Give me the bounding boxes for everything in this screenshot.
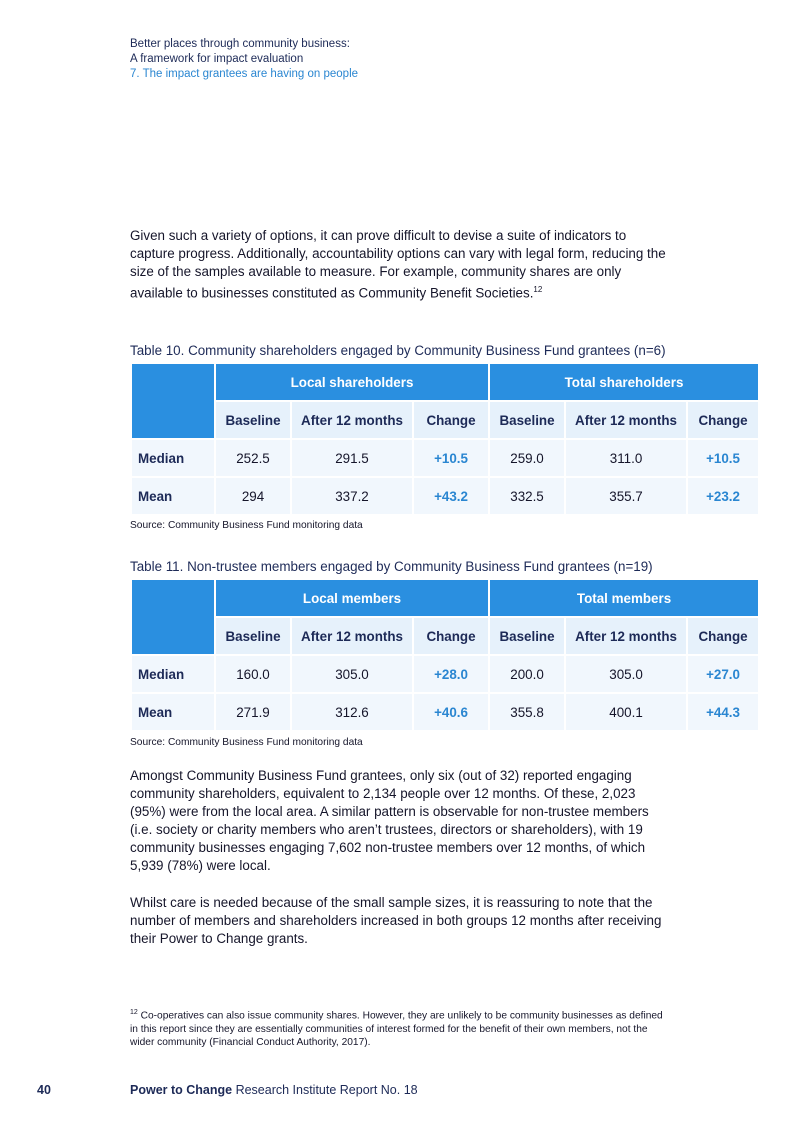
table10-header-change: Change (688, 402, 758, 438)
table10 (130, 362, 760, 516)
table11-header-baseline: Baseline (216, 618, 290, 654)
table-cell: 337.2 (292, 478, 412, 514)
table11 (130, 578, 760, 732)
row-label: Median (132, 656, 214, 692)
table-row (132, 656, 758, 692)
table-cell: 311.0 (566, 440, 686, 476)
change-cell: +10.5 (414, 440, 488, 476)
table11-group-local: Local members (216, 580, 488, 616)
footer-title: Research Institute Report No. 18 (232, 1083, 418, 1097)
row-label: Mean (132, 694, 214, 730)
section-title: 7. The impact grantees are having on people (130, 68, 359, 80)
table-row (132, 694, 758, 730)
table11-header-baseline: Baseline (490, 618, 564, 654)
change-cell: +27.0 (688, 656, 758, 692)
table-cell: 305.0 (292, 656, 412, 692)
table-cell: 160.0 (216, 656, 290, 692)
table-cell: 355.8 (490, 694, 564, 730)
table-cell: 332.5 (490, 478, 564, 514)
table-row (132, 478, 758, 514)
table-cell: 355.7 (566, 478, 686, 514)
table10-header-after: After 12 months (566, 402, 686, 438)
running-header (130, 37, 358, 82)
table10-header-change: Change (414, 402, 488, 438)
table11-corner (132, 580, 214, 654)
table10-header-baseline: Baseline (216, 402, 290, 438)
table10-group-local: Local shareholders (216, 364, 488, 400)
row-label: Median (132, 440, 214, 476)
table11-source: Source: Community Business Fund monitoring data (130, 737, 363, 748)
table-cell: 252.5 (216, 440, 290, 476)
intro-paragraph (130, 227, 670, 302)
table11-header-after: After 12 months (566, 618, 686, 654)
table11-header-change: Change (414, 618, 488, 654)
report-title-line2: A framework for impact evaluation (130, 53, 304, 65)
table10-header-after: After 12 months (292, 402, 412, 438)
table-cell: 291.5 (292, 440, 412, 476)
table10-corner (132, 364, 214, 438)
body-paragraph-2: Amongst Community Business Fund grantees, only six (out of 32) reported engaging community shareholders, equivalent to 2,134 people over 12 months. Of these, 2,023 (95%) were from the local area. A similar pattern is observable for non-trustee members (i.e. society or charity members who aren’t trustees, directors or shareholders), with 19 community businesses engaging 7,602 non-trustee members over 12 months, of which 5,939 (78%) were local. (130, 768, 649, 873)
change-cell: +40.6 (414, 694, 488, 730)
intro-text: Given such a variety of options, it can prove difficult to devise a suite of indicators to capture progress. Additionally, accountability options can vary with legal form, reducing the size of the samples available to measure. For example, community shares are only available to businesses constituted as Community Benefit Societies. (130, 228, 666, 301)
change-cell: +43.2 (414, 478, 488, 514)
table10-caption: Table 10. Community shareholders engaged by Community Business Fund grantees (n=6) (130, 343, 666, 358)
table-cell: 259.0 (490, 440, 564, 476)
footnote-text: Co-operatives can also issue community shares. However, they are unlikely to be community businesses as defined in this report since they are essentially communities of interest formed for the benefit of their own members, not the wider community (Financial Conduct Authority, 2017). (130, 1010, 663, 1049)
change-cell: +23.2 (688, 478, 758, 514)
change-cell: +44.3 (688, 694, 758, 730)
table-cell: 400.1 (566, 694, 686, 730)
row-label: Mean (132, 478, 214, 514)
change-cell: +28.0 (414, 656, 488, 692)
table10-header-baseline: Baseline (490, 402, 564, 438)
table10-group-total: Total shareholders (490, 364, 758, 400)
table-cell: 305.0 (566, 656, 686, 692)
table-cell: 200.0 (490, 656, 564, 692)
table10-source: Source: Community Business Fund monitoring data (130, 520, 363, 531)
page-footer (130, 1083, 418, 1097)
footnote (130, 1006, 670, 1050)
table-cell: 312.6 (292, 694, 412, 730)
report-title-line1: Better places through community business: (130, 38, 350, 50)
footer-brand: Power to Change (130, 1083, 233, 1097)
table11-group-total: Total members (490, 580, 758, 616)
footnote-number: 12 (130, 1009, 138, 1016)
table11-caption: Table 11. Non-trustee members engaged by Community Business Fund grantees (n=19) (130, 559, 653, 574)
page-number: 40 (37, 1083, 51, 1097)
change-cell: +10.5 (688, 440, 758, 476)
table-cell: 271.9 (216, 694, 290, 730)
table-row (132, 440, 758, 476)
body-paragraph-3: Whilst care is needed because of the small sample sizes, it is reassuring to note that the number of members and shareholders increased in both groups 12 months after receiving their Power to Change grants. (130, 895, 662, 946)
footnote-ref: 12 (533, 285, 543, 294)
table11-header-change: Change (688, 618, 758, 654)
table11-header-after: After 12 months (292, 618, 412, 654)
table-cell: 294 (216, 478, 290, 514)
